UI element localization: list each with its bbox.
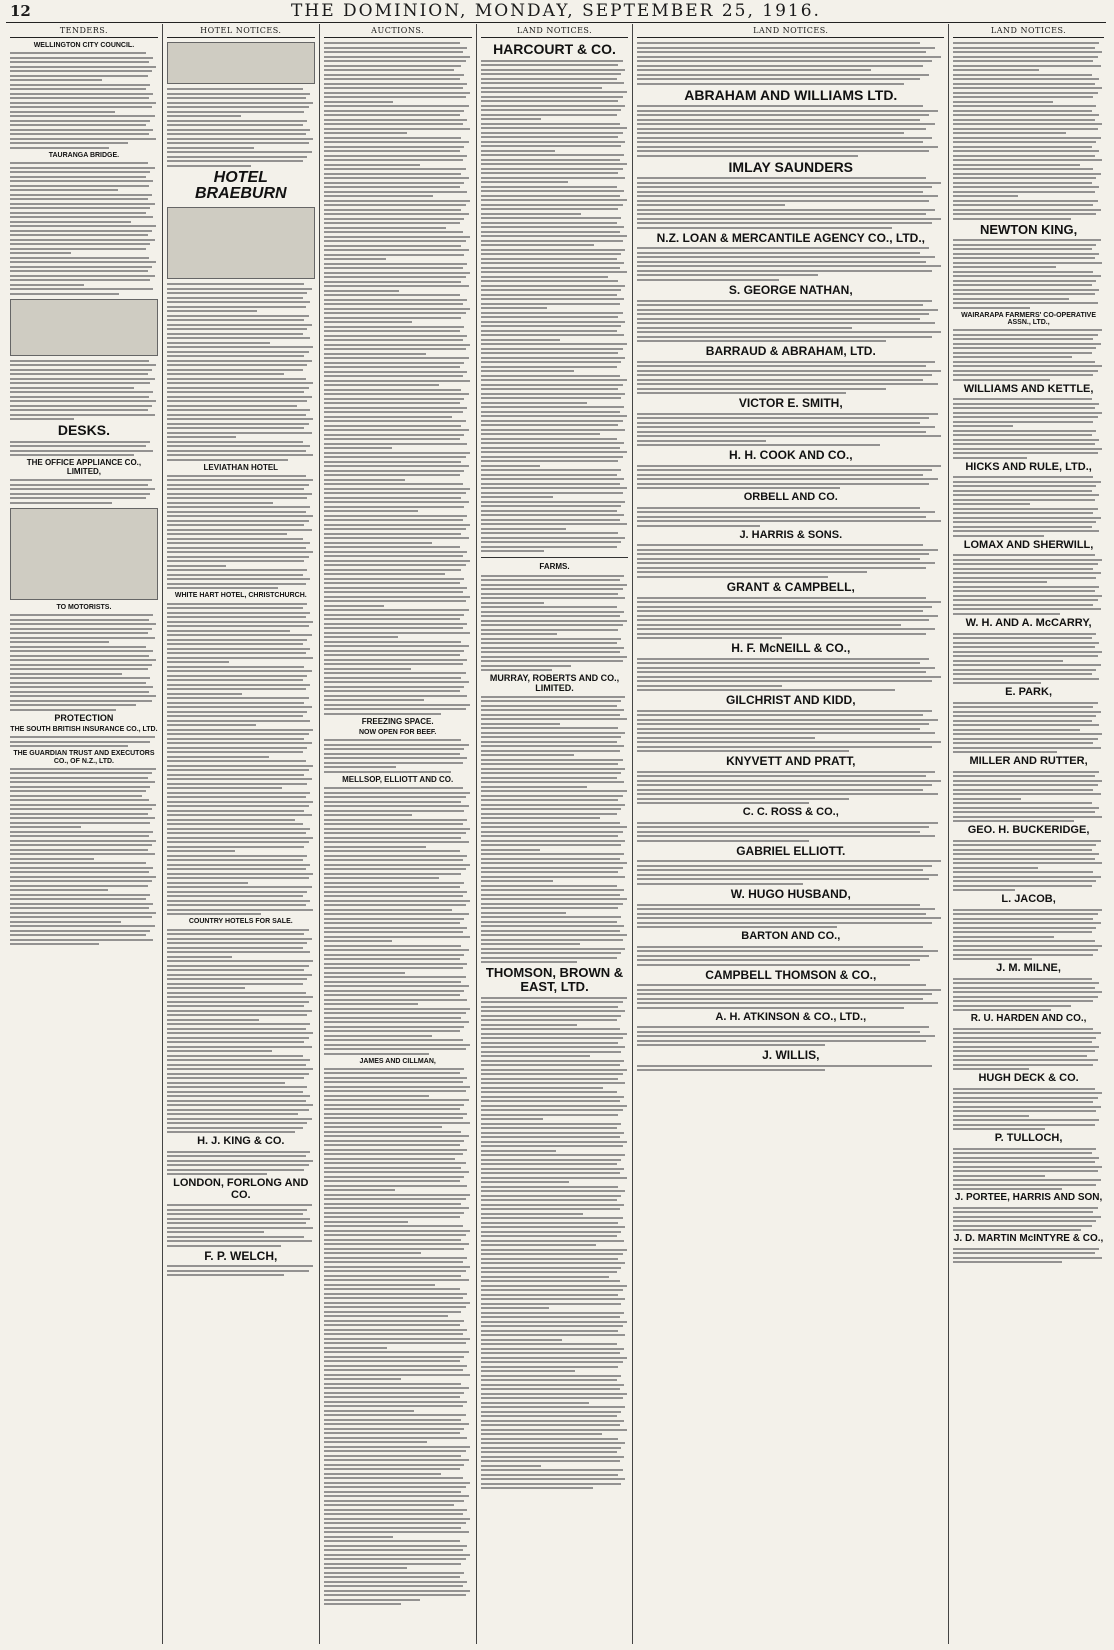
headline: L. JACOB, <box>1001 893 1056 906</box>
illegible-body-text <box>953 554 1104 615</box>
headline: GRANT & CAMPBELL, <box>726 579 855 594</box>
illegible-body-text <box>167 929 315 1134</box>
illegible-body-text <box>953 840 1104 892</box>
headline: GABRIEL ELLIOTT. <box>736 843 846 858</box>
illegible-body-text <box>953 771 1104 823</box>
illegible-body-text <box>10 162 158 295</box>
headline: THE GUARDIAN TRUST AND EXECUTORS CO., OF N.Z., LTD. <box>13 750 155 765</box>
headline: THE SOUTH BRITISH INSURANCE CO., LTD. <box>10 725 158 733</box>
illegible-body-text <box>953 329 1104 381</box>
headline: WELLINGTON CITY COUNCIL. <box>33 42 135 49</box>
illegible-body-text <box>953 239 1104 309</box>
illegible-body-text <box>953 909 1104 961</box>
illegible-body-text <box>10 768 158 946</box>
illegible-body-text <box>167 475 315 590</box>
section-header: LAND NOTICES. <box>481 26 629 38</box>
illegible-body-text <box>637 361 944 395</box>
headline: LONDON, FORLONG AND CO. <box>173 1177 309 1201</box>
section-header: LAND NOTICES. <box>953 26 1104 38</box>
headline: THOMSON, BROWN & EAST, LTD. <box>485 965 624 995</box>
hotel-illustration <box>167 42 315 84</box>
illegible-body-text <box>637 1026 944 1046</box>
headline: DESKS. <box>57 422 110 439</box>
illegible-body-text <box>637 1065 944 1072</box>
headline: GEO. H. BUCKERIDGE, <box>967 824 1090 837</box>
illegible-body-text <box>10 614 158 711</box>
illegible-body-text <box>637 413 944 447</box>
illegible-body-text <box>637 822 944 842</box>
illegible-body-text <box>481 575 629 672</box>
section-header: LAND NOTICES. <box>637 26 944 38</box>
illegible-body-text <box>637 465 944 490</box>
headline: S. GEORGE NATHAN, <box>728 282 853 297</box>
illegible-body-text <box>167 88 315 167</box>
headline: ABRAHAM AND WILLIAMS LTD. <box>684 86 898 103</box>
headline: W. HUGO HUSBAND, <box>730 886 851 901</box>
illegible-body-text <box>637 984 944 1009</box>
column-4 <box>477 24 634 1644</box>
headline: TAURANGA BRIDGE. <box>48 151 120 159</box>
section-header: HOTEL NOTICES. <box>167 26 315 38</box>
illegible-body-text <box>10 52 158 149</box>
illegible-body-text <box>324 1068 472 1606</box>
headline: F. P. WELCH, <box>204 1248 278 1263</box>
headline: J. M. MILNE, <box>996 962 1061 975</box>
headline: HARCOURT & CO. <box>493 41 616 57</box>
headline: BARRAUD & ABRAHAM, LTD. <box>705 344 876 359</box>
headline: LOMAX AND SHERWILL, <box>963 538 1094 551</box>
illegible-body-text <box>167 1151 315 1176</box>
illegible-body-text <box>637 105 944 157</box>
headline: W. H. AND A. McCARRY, <box>965 616 1092 629</box>
illegible-body-text <box>167 603 315 916</box>
headline: H. F. McNEILL & CO., <box>731 641 851 656</box>
headline: FREEZING SPACE. <box>361 716 434 726</box>
illegible-body-text <box>953 398 1104 459</box>
headline: H. J. KING & CO. <box>197 1135 285 1148</box>
newspaper-title: THE DOMINION, MONDAY, SEPTEMBER 25, 1916. <box>291 1 821 21</box>
headline: E. PARK, <box>1005 686 1052 699</box>
illegible-body-text <box>953 1248 1104 1264</box>
advertisement-illustration <box>10 508 158 600</box>
illegible-body-text <box>481 696 629 964</box>
column-2 <box>163 24 320 1644</box>
illegible-body-text <box>953 1207 1104 1232</box>
headline: J. PORTEE, HARRIS AND SON, <box>954 1192 1103 1204</box>
headline: J. HARRIS & SONS. <box>739 528 843 541</box>
headline: HICKS AND RULE, LTD., <box>965 460 1092 473</box>
illegible-body-text <box>637 544 944 578</box>
headline: R. U. HARDEN AND CO., <box>970 1013 1087 1025</box>
column-3 <box>320 24 477 1644</box>
illegible-body-text <box>637 300 944 343</box>
illegible-body-text <box>324 787 472 1055</box>
page-number: 12 <box>10 2 31 20</box>
headline: FARMS. <box>539 562 570 572</box>
illegible-body-text <box>481 60 629 553</box>
headline: VICTOR E. SMITH, <box>738 396 843 411</box>
illegible-body-text <box>637 658 944 692</box>
page-columns <box>6 24 1108 1644</box>
illegible-body-text <box>637 42 944 85</box>
illegible-body-text <box>953 1028 1104 1071</box>
headline: J. D. MARTIN McINTYRE & CO., <box>953 1233 1104 1245</box>
headline: CAMPBELL THOMSON & CO., <box>705 967 877 982</box>
illegible-body-text <box>953 476 1104 537</box>
illegible-body-text <box>953 1148 1104 1191</box>
illegible-body-text <box>637 710 944 753</box>
illegible-body-text <box>953 1088 1104 1131</box>
headline: C. C. ROSS & CO., <box>742 806 839 819</box>
headline: WHITE HART HOTEL, CHRISTCHURCH. <box>174 592 307 600</box>
headline: WILLIAMS AND KETTLE, <box>963 382 1094 395</box>
illegible-body-text <box>953 42 1104 220</box>
illegible-body-text <box>953 978 1104 1012</box>
headline: THE OFFICE APPLIANCE CO., LIMITED, <box>26 458 142 476</box>
illegible-body-text <box>167 283 315 461</box>
headline: LEVIATHAN HOTEL <box>203 462 279 472</box>
headline: TO MOTORISTS. <box>56 603 112 611</box>
section-header: TENDERS. <box>10 26 158 38</box>
illegible-body-text <box>167 1265 315 1276</box>
illegible-body-text <box>481 997 629 1490</box>
headline: P. TULLOCH, <box>994 1132 1063 1145</box>
illegible-body-text <box>637 904 944 929</box>
illegible-body-text <box>953 633 1104 685</box>
headline: N.Z. LOAN & MERCANTILE AGENCY CO., LTD., <box>656 230 926 245</box>
section-header: AUCTIONS. <box>324 26 472 38</box>
illegible-body-text <box>324 739 472 773</box>
headline: NOW OPEN FOR BEEF. <box>358 728 437 736</box>
headline: IMLAY SAUNDERS <box>728 158 854 175</box>
headline: GILCHRIST AND KIDD, <box>726 693 856 708</box>
illegible-body-text <box>10 736 158 747</box>
column-1 <box>6 24 163 1644</box>
column-6 <box>949 24 1108 1644</box>
headline: MELLSOP, ELLIOTT AND CO. <box>342 774 454 784</box>
illegible-body-text <box>637 507 944 527</box>
headline: ORBELL AND CO. <box>743 491 838 504</box>
headline: HOTEL BRAEBURN <box>195 168 287 203</box>
illegible-body-text <box>953 702 1104 754</box>
headline: H. H. COOK AND CO., <box>729 448 853 463</box>
headline: HUGH DECK & CO. <box>978 1072 1079 1085</box>
headline: COUNTRY HOTELS FOR SALE. <box>188 918 293 926</box>
illegible-body-text <box>324 42 472 715</box>
headline: MURRAY, ROBERTS AND CO., LIMITED. <box>489 673 620 693</box>
illegible-body-text <box>10 479 158 504</box>
illegible-body-text <box>167 1204 315 1247</box>
headline: JAMES AND CILLMAN, <box>359 1057 436 1065</box>
headline: NEWTON KING, <box>979 221 1078 237</box>
illegible-body-text <box>637 597 944 640</box>
hotel-illustration <box>167 207 315 279</box>
column-5 <box>633 24 949 1644</box>
masthead <box>6 0 1106 23</box>
headline: MILLER AND RUTTER, <box>969 755 1088 768</box>
illegible-body-text <box>10 360 158 421</box>
illegible-body-text <box>637 860 944 885</box>
illegible-body-text <box>637 247 944 281</box>
headline: WAIRARAPA FARMERS' CO-OPERATIVE ASSN., LTD., <box>961 311 1097 326</box>
headline: BARTON AND CO., <box>741 930 841 943</box>
advertisement-illustration <box>10 299 158 356</box>
illegible-body-text <box>637 771 944 805</box>
illegible-body-text <box>637 177 944 229</box>
headline: PROTECTION <box>54 712 114 723</box>
headline: A. H. ATKINSON & CO., LTD., <box>715 1010 867 1023</box>
headline: J. WILLIS, <box>762 1048 820 1063</box>
illegible-body-text <box>637 946 944 966</box>
headline: KNYVETT AND PRATT, <box>726 754 856 769</box>
illegible-body-text <box>10 441 158 457</box>
